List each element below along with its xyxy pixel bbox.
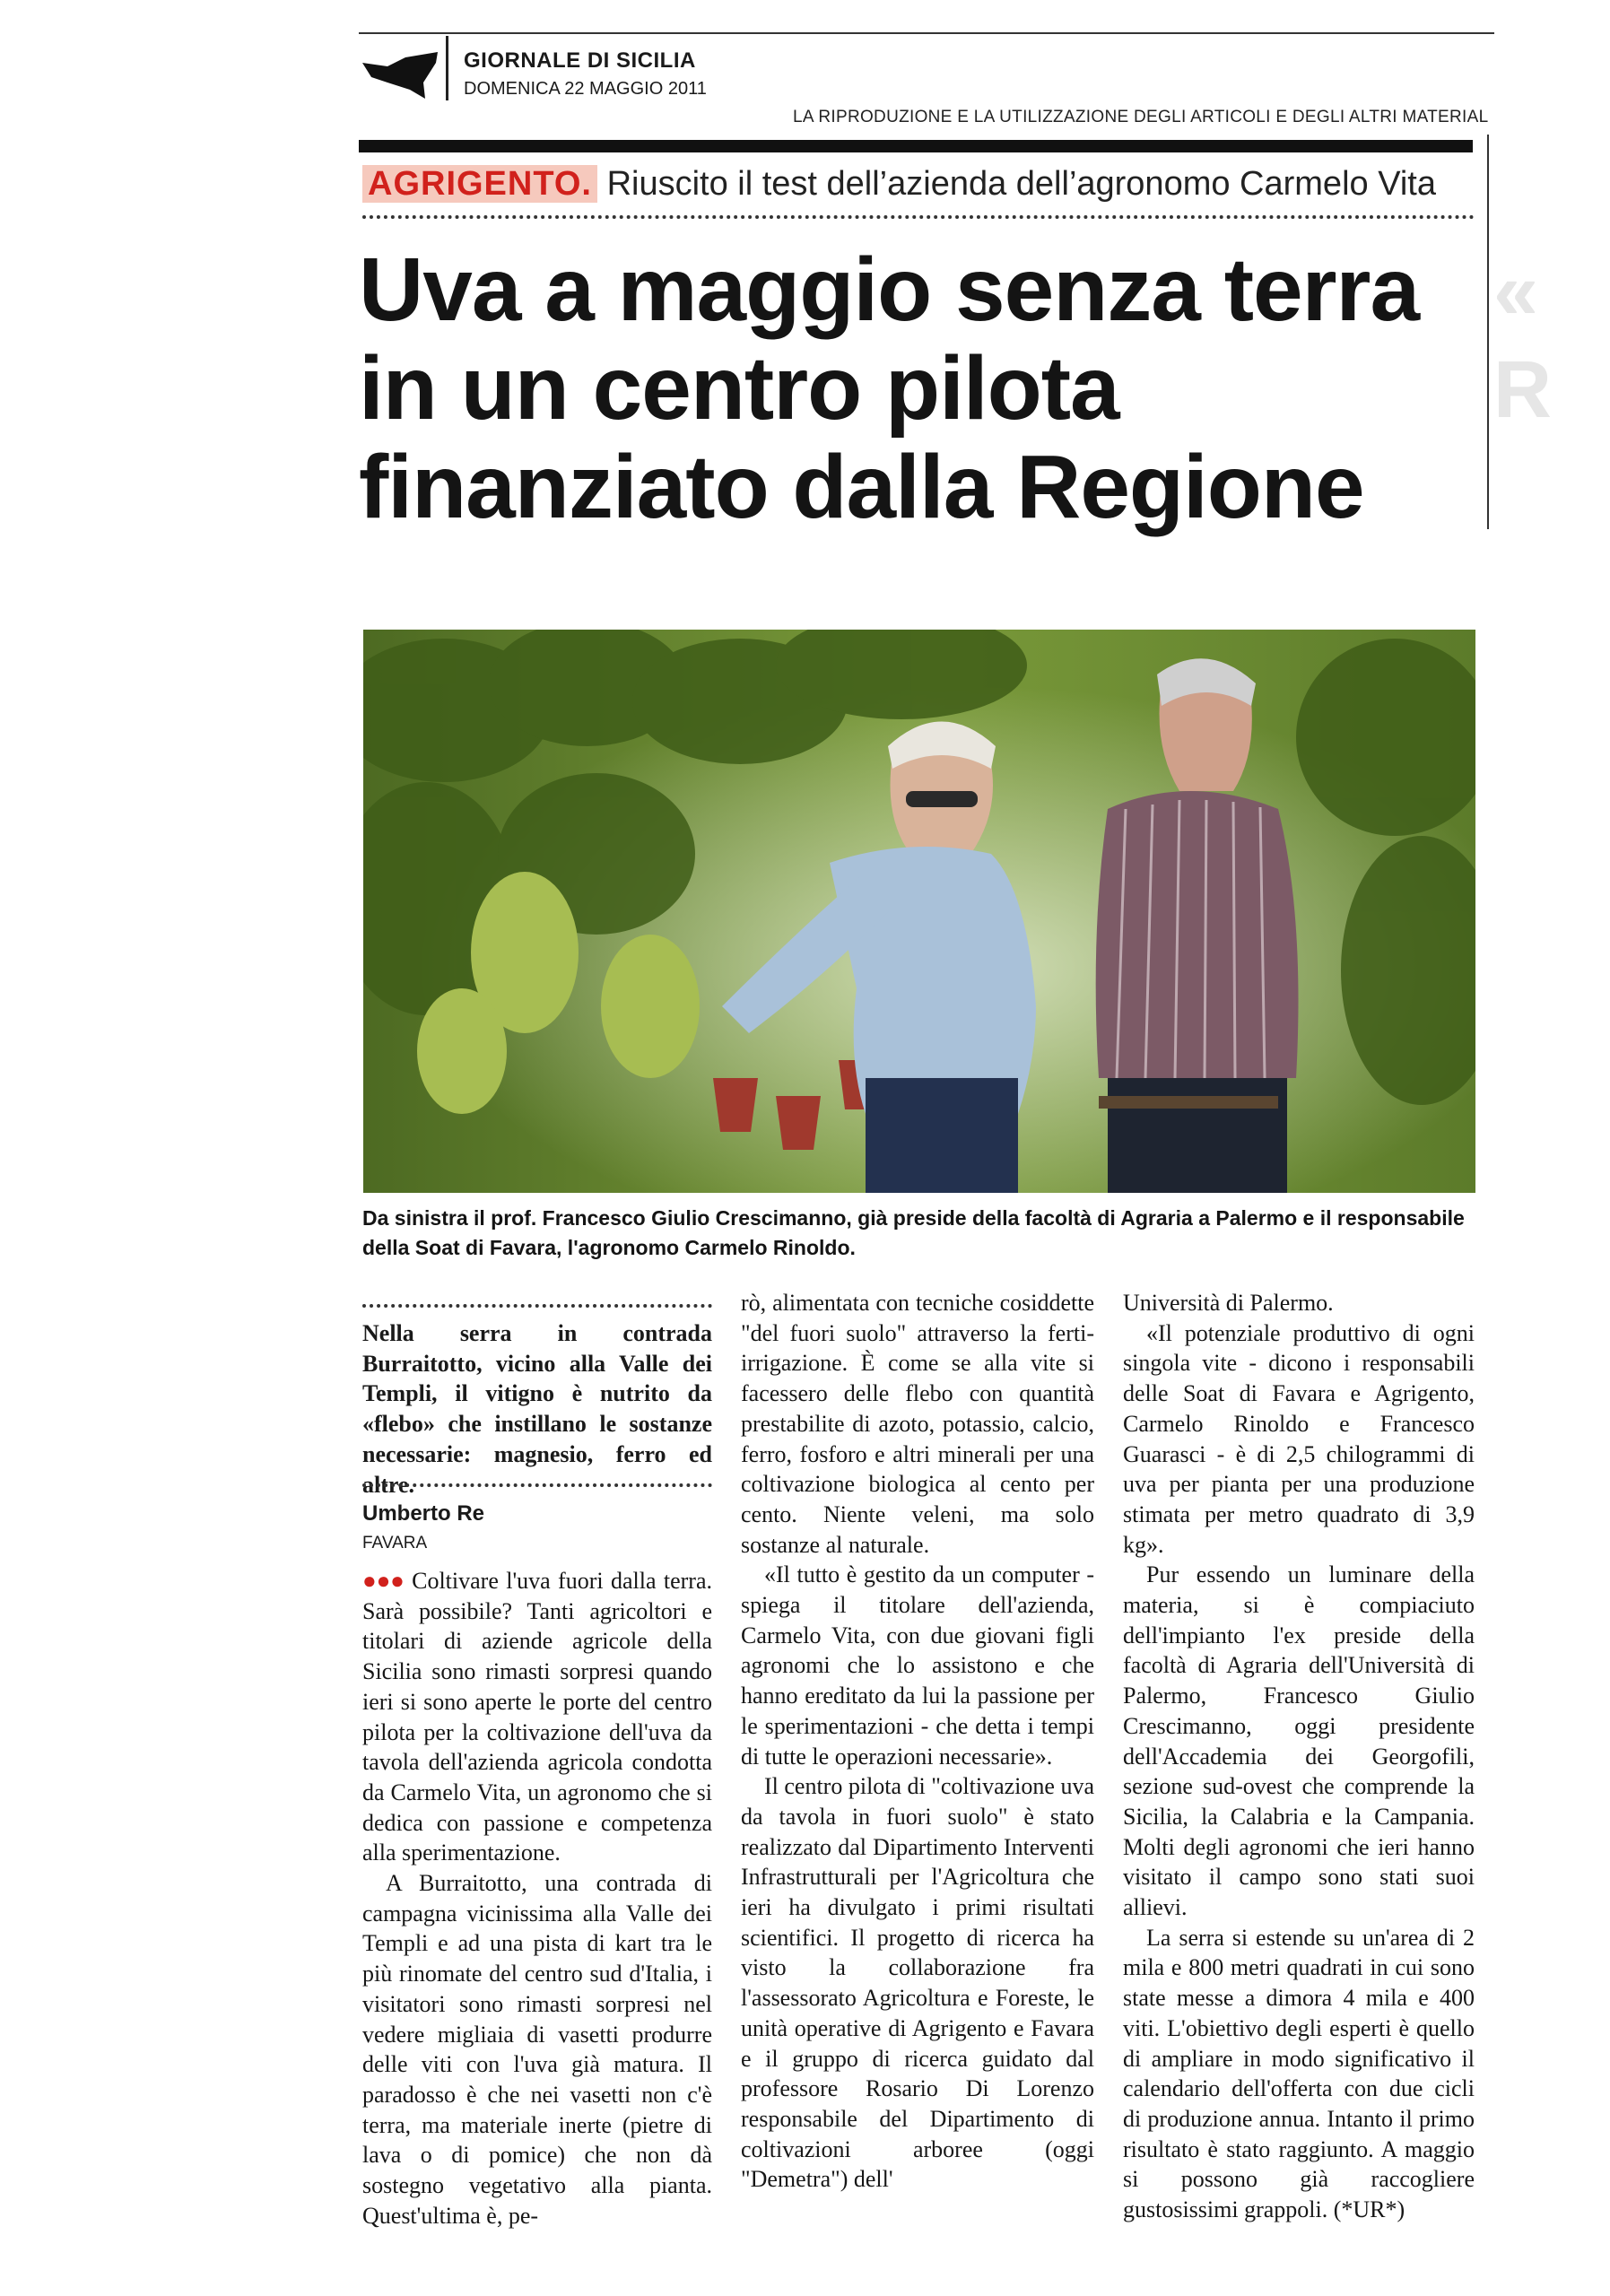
paragraph: «Il tutto è gestito da un computer - spiega il titolare dell'azienda, Carmelo Vita, con due giovani figli agronomi che lo assistono e che hanno ereditato da lui la passione per le sperimentazioni - che detta i tempi di tutte le operazioni necessarie».: [741, 1561, 1094, 1770]
sicily-map-icon: [361, 47, 439, 100]
column-1: [362, 1566, 712, 2231]
paragraph: La serra si estende su un'area di 2 mila e 800 metri quadrati in cui sono state messe a dimora 4 mila e 400 viti. L'obiettivo degli esperti è quello di ampliare in modo significativo il calendario dell'offerta con due cicli di produzione annua. Intanto il primo risultato è stato raggiunto. A maggio si possono già raccogliere gustosissimi grappoli. (*UR*): [1123, 1924, 1475, 2223]
masthead-top-rule: [359, 32, 1494, 34]
dateline: FAVARA: [362, 1534, 428, 1552]
paragraph: A Burraitotto, una contrada di campagna vicinissima alla Valle dei Templi e ad una pista di kart tra le più rinomate del centro sud d'Italia, i visitatori sono rimasti sorpresi nel vedere migliaia di vasetti produrre delle viti con l'uva già matura. Il paradosso è che nei vasetti non c'è terra, ma materiale inerte (pietre di lava o di pomice) che non dà sostegno vegetativo alla pianta. Quest'ultima è, pe-: [362, 1870, 712, 2229]
headline-line: Uva a maggio senza terra: [359, 239, 1420, 340]
paragraph: rò, alimentata con tecniche cosiddette "del fuori suolo" attraverso la ferti-irrigazione. È come se alla vite si facessero delle flebo con quantità prestabilite di azoto, potassio, calcio, ferro, fosforo e altri minerali per una coltivazione biologica al cento per cento. Niente veleni, ma solo sostanze al naturale.: [741, 1290, 1094, 1558]
kicker-dotted-rule: [362, 215, 1475, 219]
paragraph: «Il potenziale produttivo di ogni singola vite - dicono i responsabili delle Soat di Favara e Agrigento, Carmelo Rinoldo e Francesco Guarasci - è di 2,5 chilogrammi di uva per pianta per una produzione stimata per metro quadrato di 3,9 kg».: [1123, 1319, 1475, 1558]
byline: Umberto Re: [362, 1501, 485, 1526]
photo-caption: Da sinistra il prof. Francesco Giulio Crescimanno, già preside della facoltà di Agraria a Palermo e il responsabile della Soat di Favara, l'agronomo Carmelo Rinoldo.: [362, 1206, 1465, 1259]
article-headline: [359, 240, 1480, 536]
paragraph: Università di Palermo.: [1123, 1290, 1334, 1316]
article-photo: [363, 630, 1475, 1193]
reprint-notice: LA RIPRODUZIONE E LA UTILIZZAZIONE DEGLI ARTICOLI E DEGLI ALTRI MATERIAL: [793, 108, 1489, 126]
masthead-bar: [359, 140, 1473, 152]
summary-dotted-rule-top: [362, 1304, 712, 1308]
bleed-through-ghost: « R: [1493, 247, 1552, 435]
article-kicker: [362, 165, 1436, 204]
masthead-divider: [446, 36, 448, 100]
headline-line: in un centro pilota: [359, 338, 1119, 439]
lead-paragraph: [362, 1566, 712, 1868]
column-2: [741, 1288, 1094, 2195]
summary-dotted-rule-bottom: [362, 1483, 712, 1487]
newspaper-name: GIORNALE DI SICILIA: [464, 48, 696, 73]
paragraph: Il centro pilota di "coltivazione uva da tavola in fuori suolo" è stato realizzato dal Dipartimento Interventi Infrastrutturali per l'Agricoltura che ieri ha divulgato i primi risultati scientifici. Il progetto di ricerca ha visto la collaborazione fra l'assessorato Agricoltura e Foreste, le unità operative di Agrigento e Favara e il gruppo di ricerca guidato dal professore Rosario Di Lorenzo responsabile del Dipartimento di coltivazioni arboree (oggi "Demetra") dell': [741, 1773, 1094, 2193]
headline-line: finanziato dalla Regione: [359, 437, 1364, 537]
issue-date: DOMENICA 22 MAGGIO 2011: [464, 79, 707, 99]
column-3: [1123, 1288, 1475, 2225]
paragraph: Pur essendo un luminare della materia, si è compiaciuto dell'impianto l'ex preside della facoltà di Agraria dell'Università di Palermo, Francesco Giulio Crescimanno, oggi presidente dell'Accademia dei Georgofili, sezione sud-ovest che comprende la Sicilia, la Calabria e la Campania. Molti degli agronomi che ieri hanno visitato il campo sono stati suoi allievi.: [1123, 1561, 1475, 1921]
lead-bullets: ●●●: [362, 1568, 405, 1594]
article-summary: Nella serra in contrada Burraitotto, vicino alla Valle dei Templi, il vitigno è nutrito da «flebo» che instillano le sostanze necessarie: magnesio, ferro ed altre.: [362, 1320, 712, 1498]
paragraph-text: Coltivare l'uva fuori dalla terra. Sarà possibile? Tanti agricoltori e titolari di aziende agricole della Sicilia sono rimasti sorpresi quando ieri si sono aperte le porte del centro pilota per la coltivazione dell'uva da tavola dell'azienda agricola condotta da Carmelo Vita, un agronomo che si dedica con passione e competenza alla sperimentazione.: [362, 1568, 712, 1866]
column-rule: [1487, 135, 1489, 529]
kicker-place: AGRIGENTO.: [362, 165, 597, 203]
kicker-text: Riuscito il test dell’azienda dell’agronomo Carmelo Vita: [606, 165, 1436, 203]
